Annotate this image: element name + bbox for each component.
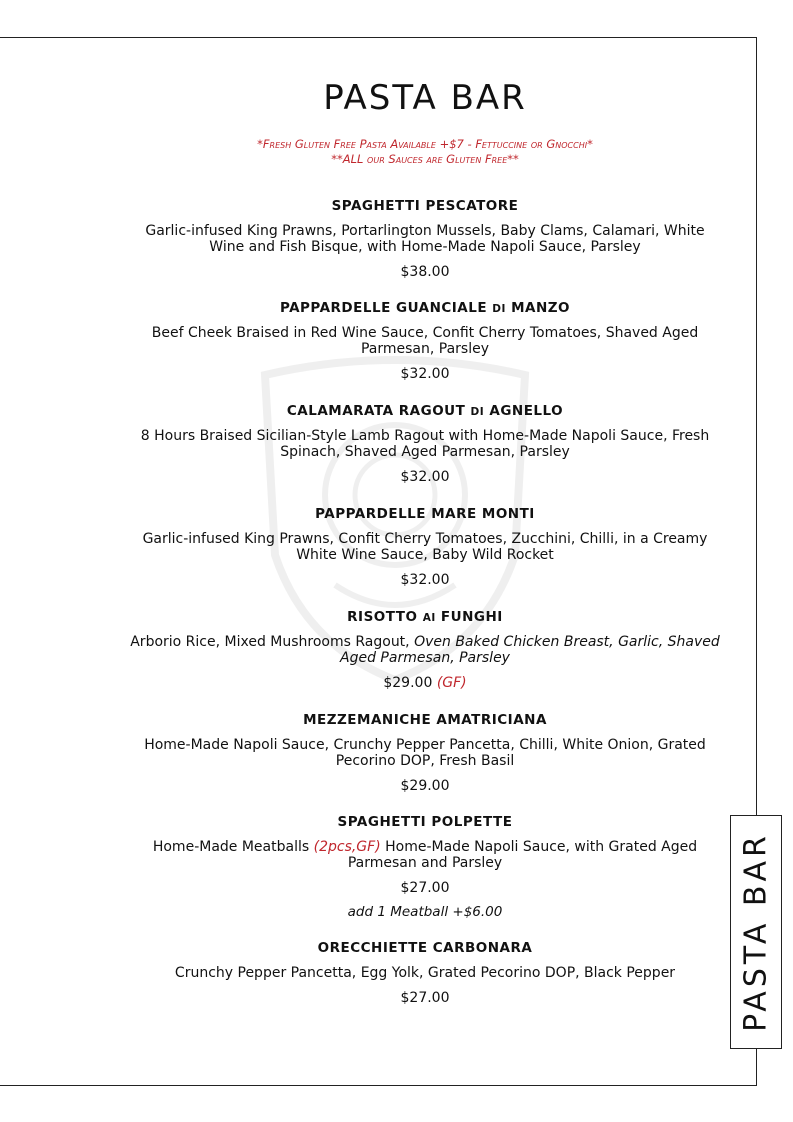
frame-right-border-lower bbox=[756, 1049, 757, 1086]
item-name: RISOTTO AI FUNGHI bbox=[347, 609, 503, 625]
item-name: PAPPARDELLE GUANCIALE DI MANZO bbox=[279, 300, 571, 316]
side-tab bbox=[730, 815, 782, 1049]
item-description: Garlic-infused King Prawns, Portarlington Mussels, Baby Clams, Calamari, White Wine and Fish Bisque, with Home-Made Napoli Sauce, Parsley bbox=[145, 223, 705, 255]
frame-right-border bbox=[756, 37, 757, 815]
item-description: Crunchy Pepper Pancetta, Egg Yolk, Grated Pecorino DOP, Black Pepper bbox=[174, 965, 676, 981]
item-price: $29.00 bbox=[400, 778, 450, 794]
item-name: SPAGHETTI PESCATORE bbox=[331, 198, 519, 214]
item-price: $27.00 bbox=[400, 990, 450, 1006]
item-description: Home-Made Napoli Sauce, Crunchy Pepper Pancetta, Chilli, White Onion, Grated Pecorino DOP, Fresh Basil bbox=[144, 737, 706, 769]
menu-item bbox=[130, 609, 720, 691]
item-description: Home-Made Meatballs (2pcs,GF) Home-Made Napoli Sauce, with Grated Aged Parmesan and Parsley bbox=[152, 839, 698, 871]
page-title: PASTA BAR bbox=[323, 78, 527, 118]
gf-tag: (2pcs,GF) bbox=[313, 839, 381, 855]
menu-item bbox=[130, 712, 720, 794]
item-price: $32.00 bbox=[400, 366, 450, 382]
item-price: $27.00 bbox=[400, 880, 450, 896]
frame-top-border bbox=[0, 37, 757, 38]
item-description: Garlic-infused King Prawns, Confit Cherry Tomatoes, Zucchini, Chilli, in a Creamy White Wine Sauce, Baby Wild Rocket bbox=[142, 531, 708, 563]
item-description: Beef Cheek Braised in Red Wine Sauce, Confit Cherry Tomatoes, Shaved Aged Parmesan, Parsley bbox=[151, 325, 699, 357]
menu-item bbox=[130, 814, 720, 920]
item-name: MEZZEMANICHE AMATRICIANA bbox=[303, 712, 547, 728]
item-price: $32.00 bbox=[400, 469, 450, 485]
side-tab-label: PASTA BAR bbox=[738, 832, 774, 1032]
item-description: Arborio Rice, Mixed Mushrooms Ragout, Oven Baked Chicken Breast, Garlic, Shaved Aged Parmesan, Parsley bbox=[130, 634, 720, 666]
item-price: $32.00 bbox=[400, 572, 450, 588]
gluten-free-note: *Fresh Gluten Free Pasta Available +$7 - Fettuccine or Gnocchi* bbox=[257, 137, 593, 151]
item-description: 8 Hours Braised Sicilian-Style Lamb Ragout with Home-Made Napoli Sauce, Fresh Spinach, Shaved Aged Parmesan, Parsley bbox=[140, 428, 710, 460]
item-name: PAPPARDELLE MARE MONTI bbox=[315, 506, 535, 522]
menu-item bbox=[130, 198, 720, 280]
menu-item bbox=[130, 403, 720, 485]
menu-item bbox=[130, 300, 720, 382]
menu-item bbox=[130, 940, 720, 1006]
item-price: $38.00 bbox=[400, 264, 450, 280]
item-name: ORECCHIETTE CARBONARA bbox=[317, 940, 533, 956]
frame-bottom-border bbox=[0, 1085, 757, 1086]
item-addon: add 1 Meatball +$6.00 bbox=[347, 904, 503, 920]
item-name: CALAMARATA RAGOUT DI AGNELLO bbox=[286, 403, 564, 419]
sauce-note: **ALL our Sauces are Gluten Free** bbox=[331, 152, 519, 166]
item-name: SPAGHETTI POLPETTE bbox=[337, 814, 513, 830]
menu-item bbox=[130, 506, 720, 588]
gf-tag: (GF) bbox=[436, 675, 467, 691]
item-price: $29.00 (GF) bbox=[383, 675, 467, 691]
